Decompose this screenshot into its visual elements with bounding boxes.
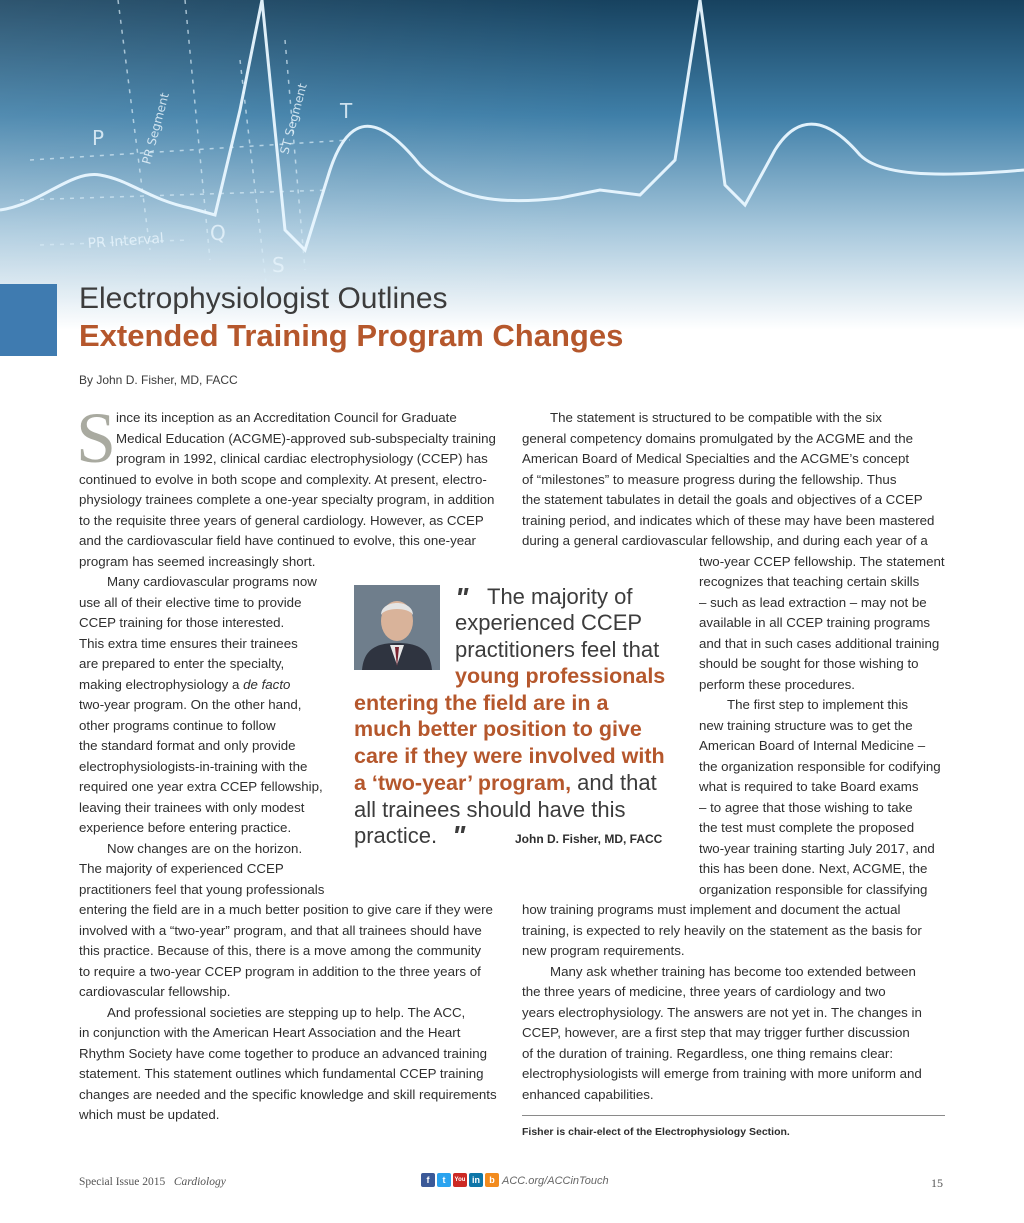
divider-rule xyxy=(522,1115,945,1116)
body-line: electrophysiologists-in-training with the xyxy=(79,759,308,774)
body-line: to require a two-year CCEP program in addition to the three years of xyxy=(79,964,481,979)
body-line: American Board of Internal Medicine – xyxy=(699,738,926,753)
ecg-label-pr-interval: PR Interval xyxy=(87,230,165,252)
author-note: Fisher is chair-elect of the Electrophysiology Section. xyxy=(522,1126,790,1138)
ecg-label-st-segment: ST Segment xyxy=(277,81,310,156)
pullquote-attribution: John D. Fisher, MD, FACC xyxy=(515,832,663,846)
body-line: use all of their elective time to provide xyxy=(79,595,302,610)
ecg-label-pr-segment: PR Segment xyxy=(139,91,172,166)
twitter-icon[interactable]: t xyxy=(437,1173,451,1187)
body-line: American Board of Medical Specialties and the ACGME’s concept xyxy=(522,451,910,466)
body-line: the test must complete the proposed xyxy=(699,820,915,835)
body-line: the three years of medicine, three years of cardiology and two xyxy=(522,984,886,999)
body-line: program in 1992, clinical cardiac electrophysiology (CCEP) has xyxy=(116,451,488,466)
headline-line-1: Electrophysiologist Outlines xyxy=(79,282,448,315)
body-line: and the cardiovascular field have continued to evolve, this one-year xyxy=(79,533,476,548)
body-line: Medical Education (ACGME)-approved sub-subspecialty training xyxy=(116,431,496,446)
footer-url-link[interactable]: ACC.org/ACCinTouch xyxy=(502,1175,609,1187)
author-photo xyxy=(354,585,440,670)
pullquote-text: practice. xyxy=(354,823,438,848)
body-line: cardiovascular fellowship. xyxy=(79,984,231,999)
body-line: two-year CCEP fellowship. The statement xyxy=(699,554,945,569)
pullquote-text: practitioners feel that xyxy=(455,637,660,662)
body-line: The first step to implement this xyxy=(727,697,909,712)
body-line: during a general cardiovascular fellowship, and during each year of a xyxy=(522,533,928,548)
body-line: The statement is structured to be compatible with the six xyxy=(550,410,882,425)
body-line: other programs continue to follow xyxy=(79,718,276,733)
body-line: practitioners feel that young professionals xyxy=(79,882,325,897)
facebook-icon[interactable]: f xyxy=(421,1173,435,1187)
body-line: perform these procedures. xyxy=(699,677,855,692)
body-line: involved with a “two-year” program, and that all trainees should have xyxy=(79,923,482,938)
body-line: physiology trainees complete a one-year specialty program, in addition xyxy=(79,492,495,507)
body-line: general competency domains promulgated by the ACGME and the xyxy=(522,431,914,446)
body-line: recognizes that teaching certain skills xyxy=(699,574,920,589)
body-line: training, is expected to rely heavily on the statement as the basis for xyxy=(522,923,922,938)
quote-close-mark: " xyxy=(452,820,466,851)
body-line: the standard format and only provide xyxy=(79,738,296,753)
body-line: this has been done. Next, ACGME, the xyxy=(699,861,928,876)
ecg-hero-image xyxy=(0,0,1024,330)
pullquote-text: The majority of xyxy=(487,584,633,609)
body-line: experience before entering practice. xyxy=(79,820,292,835)
body-line: the statement tabulates in detail the goals and objectives of a CCEP xyxy=(522,492,923,507)
body-line: – to agree that those wishing to take xyxy=(699,800,913,815)
ecg-label-s: S xyxy=(272,253,285,277)
ecg-label-q: Q xyxy=(210,221,226,245)
footer-issue: Special Issue 2015 Cardiology xyxy=(79,1176,226,1188)
pullquote-emphasis: young professionals xyxy=(455,664,666,688)
body-line: And professional societies are stepping up to help. The ACC, xyxy=(107,1005,466,1020)
body-line: making electrophysiology a de facto xyxy=(79,677,291,692)
linkedin-icon[interactable]: in xyxy=(469,1173,483,1187)
body-line: program has seemed increasingly short. xyxy=(79,554,316,569)
footer-publication: Cardiology xyxy=(173,1176,226,1188)
youtube-icon[interactable]: You xyxy=(453,1173,467,1187)
body-line: how training programs must implement and document the actual xyxy=(522,902,901,917)
body-line: The majority of experienced CCEP xyxy=(79,861,284,876)
body-line: new training structure was to get the xyxy=(699,718,913,733)
body-line: Now changes are on the horizon. xyxy=(107,841,303,856)
body-line: what is required to take Board exams xyxy=(699,779,919,794)
pullquote-emphasis: care if they were involved with xyxy=(354,744,665,768)
body-line: continued to evolve in both scope and complexity. At present, electro- xyxy=(79,472,487,487)
body-line: are prepared to enter the specialty, xyxy=(79,656,285,671)
body-line: new program requirements. xyxy=(522,943,685,958)
body-line: enhanced capabilities. xyxy=(522,1087,654,1102)
pullquote-mixed-line: a ‘two-year’ program, and that xyxy=(354,770,657,795)
body-line: Rhythm Society have come together to produce an advanced training xyxy=(79,1046,488,1061)
ecg-label-p: P xyxy=(92,126,105,150)
de-facto-italic: de facto xyxy=(243,677,291,692)
body-line: organization responsible for classifying xyxy=(699,882,928,897)
body-line: this practice. Because of this, there is a move among the community xyxy=(79,943,482,958)
accent-bar xyxy=(0,284,57,356)
headline-line-2: Extended Training Program Changes xyxy=(79,318,624,353)
pullquote-text: all trainees should have this xyxy=(354,797,626,822)
body-line: of the duration of training. Regardless, one thing remains clear: xyxy=(522,1046,894,1061)
body-line: CCEP, however, are a first step that may trigger further discussion xyxy=(522,1025,910,1040)
body-line: training period, and indicates which of these may have been mastered xyxy=(522,513,935,528)
body-line: leaving their trainees with only modest xyxy=(79,800,305,815)
pullquote-emphasis: much better position to give xyxy=(354,717,642,741)
body-line: changes are needed and the specific knowledge and skill requirements xyxy=(79,1087,497,1102)
body-line: CCEP training for those interested. xyxy=(79,615,285,630)
ecg-label-t: T xyxy=(340,99,353,123)
body-line: which must be updated. xyxy=(79,1107,220,1122)
body-line: two-year training starting July 2017, and xyxy=(699,841,935,856)
body-line: available in all CCEP training programs xyxy=(699,615,931,630)
body-line: two-year program. On the other hand, xyxy=(79,697,302,712)
pullquote-text: experienced CCEP xyxy=(455,610,643,635)
body-line: Many ask whether training has become too extended between xyxy=(550,964,916,979)
body-line: This extra time ensures their trainees xyxy=(79,636,298,651)
body-line: the organization responsible for codifying xyxy=(699,759,941,774)
quote-open-mark: " xyxy=(455,582,469,613)
blog-icon[interactable]: b xyxy=(485,1173,499,1187)
byline: By John D. Fisher, MD, FACC xyxy=(79,373,238,387)
body-line: entering the field are in a much better position to give care if they were xyxy=(79,902,493,917)
page-number: 15 xyxy=(931,1176,943,1190)
body-line: and that in such cases additional training xyxy=(699,636,940,651)
body-line: of “milestones” to measure progress during the fellowship. Thus xyxy=(522,472,897,487)
body-line: statement. This statement outlines which fundamental CCEP training xyxy=(79,1066,484,1081)
body-line: should be sought for those wishing to xyxy=(699,656,919,671)
body-line: – such as lead extraction – may not be xyxy=(699,595,927,610)
body-line: electrophysiologists will emerge from training with more uniform and xyxy=(522,1066,922,1081)
body-line: ince its inception as an Accreditation Council for Graduate xyxy=(116,410,457,425)
drop-cap: S xyxy=(76,398,117,478)
pullquote-emphasis: entering the field are in a xyxy=(354,691,609,715)
body-line: required one year extra CCEP fellowship, xyxy=(79,779,323,794)
body-line: years electrophysiology. The answers are not yet in. The changes in xyxy=(522,1005,922,1020)
body-line: in conjunction with the American Heart Association and the Heart xyxy=(79,1025,461,1040)
social-links xyxy=(421,1173,499,1189)
body-line: to the requisite three years of general cardiology. However, as CCEP xyxy=(79,513,484,528)
body-line: Many cardiovascular programs now xyxy=(107,574,317,589)
